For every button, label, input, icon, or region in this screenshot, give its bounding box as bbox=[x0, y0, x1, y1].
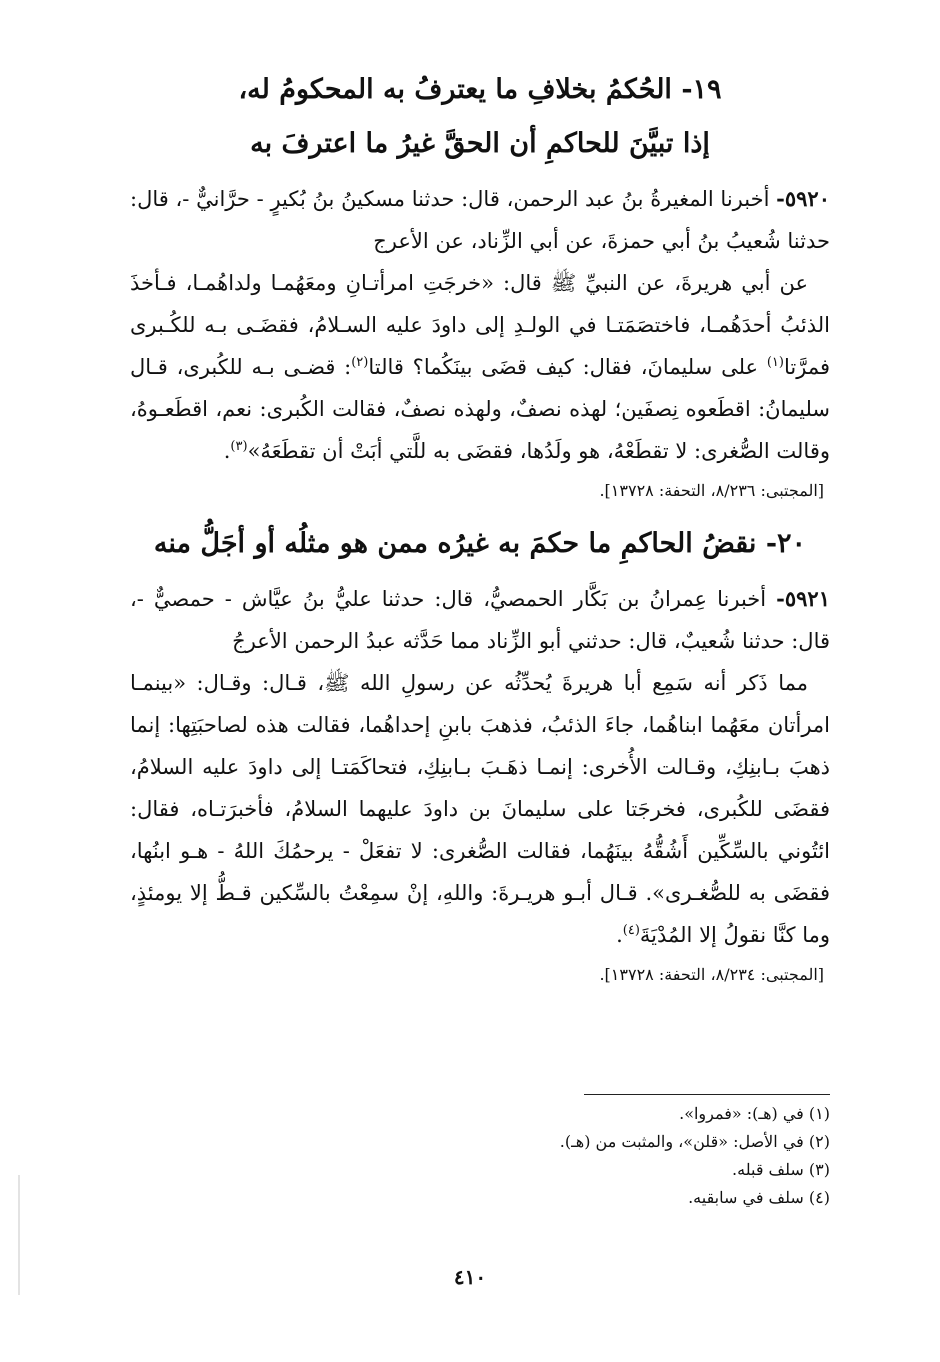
page-body bbox=[130, 60, 830, 1008]
hadith-5921-matn-text: مما ذَكر أنه سَمِع أبا هريرةَ يُحدِّثُه عن رسولِ الله ﷺ، قـال: وقـال: «بينمـا امرأتان معَهُما ابناهُما، جاءَ الذئبُ، فذهبَ بابنِ إحداهُما، فقالت هذه لصاحبَتِها: إنما ذهبَ بـابنِكِ، وقـالت الأُخرى: إنمـا ذهَـبَ بـابنِكِ، فتحاكَمَتـا إلى داودَ عليه السلامُ، فقضَى للكُبرى، فخرجَتا على سليمانَ بن داودَ عليهما السلامُ، فأخبرَتـاه، فقال: ائتُوني بالسِّكِّين أَشُقُّهُ بينَهُما، فقالت الصُّغرى: لا تفعَلْ - يرحمُكَ اللهُ - هـو ابنُها، فقضَى به للصُّغـرى». قـال أبـو هريـرةَ: واللهِ، إنْ سمِعْتُ بالسِّكين قـطُّ إلا يومئذٍ، وما كنَّا نقولُ إلا المُدْيَةَ bbox=[130, 671, 830, 947]
hadith-5920-matn-part1: عن أبي هريرةَ، عن النبيِّ ﷺ قال: «خرجَتِ امرأتـانِ ومعَهُمـا ولداهُمـا، فـأخذَ الذئبُ أحدَهُمـا، فاختصَمَتـا في الولـدِ إلى داودَ عليه السـلامُ، فقضَـى بـه للكُـبرى فمرَّتا bbox=[130, 271, 830, 379]
hadith-5920-matn-part3: : قضـى بـه للكُبرى، قـال سليمانُ: اقطَعوه نِصفَين؛ لهذه نصفٌ، ولهذه نصفٌ، فقالت الكُبرى: نعم، اقطَعـوهُ، وقالت الصُّغرى: لا تقطَعْهُ، هو ولَدُها، فقضَى به للَّتي أبَتْ أن تقطَعَهُ» bbox=[130, 355, 830, 463]
hadith-5920-number: ٥٩٢٠- bbox=[776, 186, 830, 211]
footnote-divider bbox=[584, 1094, 830, 1095]
footnote-mark-2[interactable]: (٢) bbox=[351, 355, 369, 370]
hadith-5921-number: ٥٩٢١- bbox=[776, 586, 830, 611]
chapter-20-title: ٢٠- نقضُ الحاكمِ ما حكمَ به غيرُه ممن هو مثلُه أو أجَلُّ منه bbox=[153, 528, 807, 559]
chapter-19-subtitle: إذا تبيَّنَ للحاكمِ أن الحقَّ غيرُ ما اعترفَ به bbox=[250, 128, 710, 159]
hadith-5920-isnad bbox=[130, 178, 830, 262]
hadith-5920-reference: [المجتبى: ٨/٢٣٦، التحفة: ١٣٧٢٨]. bbox=[599, 481, 824, 500]
page-number: ٤١٠ bbox=[453, 1265, 487, 1289]
footnote-mark-4[interactable]: (٤) bbox=[622, 923, 640, 938]
footnote-mark-1[interactable]: (١) bbox=[766, 355, 784, 370]
footnote-3: (٣) سلف قبله. bbox=[732, 1160, 830, 1179]
footnote-1: (١) في (هـ): «فمروا». bbox=[679, 1104, 830, 1123]
hadith-5920-matn bbox=[130, 262, 830, 472]
hadith-5921-matn-end: . bbox=[616, 923, 623, 947]
footnotes bbox=[430, 1100, 830, 1212]
footnote-4: (٤) سلف في سابقيه. bbox=[688, 1188, 830, 1207]
scan-margin-line bbox=[18, 1175, 20, 1295]
hadith-5920-matn-part2: على سليمانَ، فقال: كيف قضَى بينَكُما؟ قالتا bbox=[368, 355, 767, 379]
hadith-5921-reference: [المجتبى: ٨/٢٣٤، التحفة: ١٣٧٢٨]. bbox=[599, 965, 824, 984]
footnote-mark-3[interactable]: (٣) bbox=[230, 439, 248, 454]
footnote-2: (٢) في الأصل: «قلن»، والمثبت من (هـ). bbox=[559, 1132, 830, 1151]
chapter-19-title: ١٩- الحُكمُ بخلافِ ما يعترفُ به المحكومُ له، bbox=[238, 74, 722, 105]
hadith-5921-matn bbox=[130, 662, 830, 956]
hadith-5921-isnad bbox=[130, 578, 830, 662]
hadith-5921-isnad-text: أخبرنا عِمرانُ بن بَكَّار الحمصيُّ، قال: حدثنا عليُّ بنُ عيَّاش - حمصيٌّ -، قال: حدثنا شُعيبٌ، قال: حدثني أبو الزِّناد مما حَدَّثه عبدُ الرحمن الأعرجُ bbox=[130, 587, 830, 653]
hadith-5920-matn-end: . bbox=[223, 439, 231, 463]
hadith-5920-isnad-text: أخبرنا المغيرةُ بنُ عبد الرحمن، قال: حدثنا مسكينُ بنُ بُكيرٍ - حرَّانيٌّ -، قال: حدثنا شُعيبُ بنُ أبي حمزةَ، عن أبي الزِّناد، عن الأعرج bbox=[130, 187, 830, 253]
